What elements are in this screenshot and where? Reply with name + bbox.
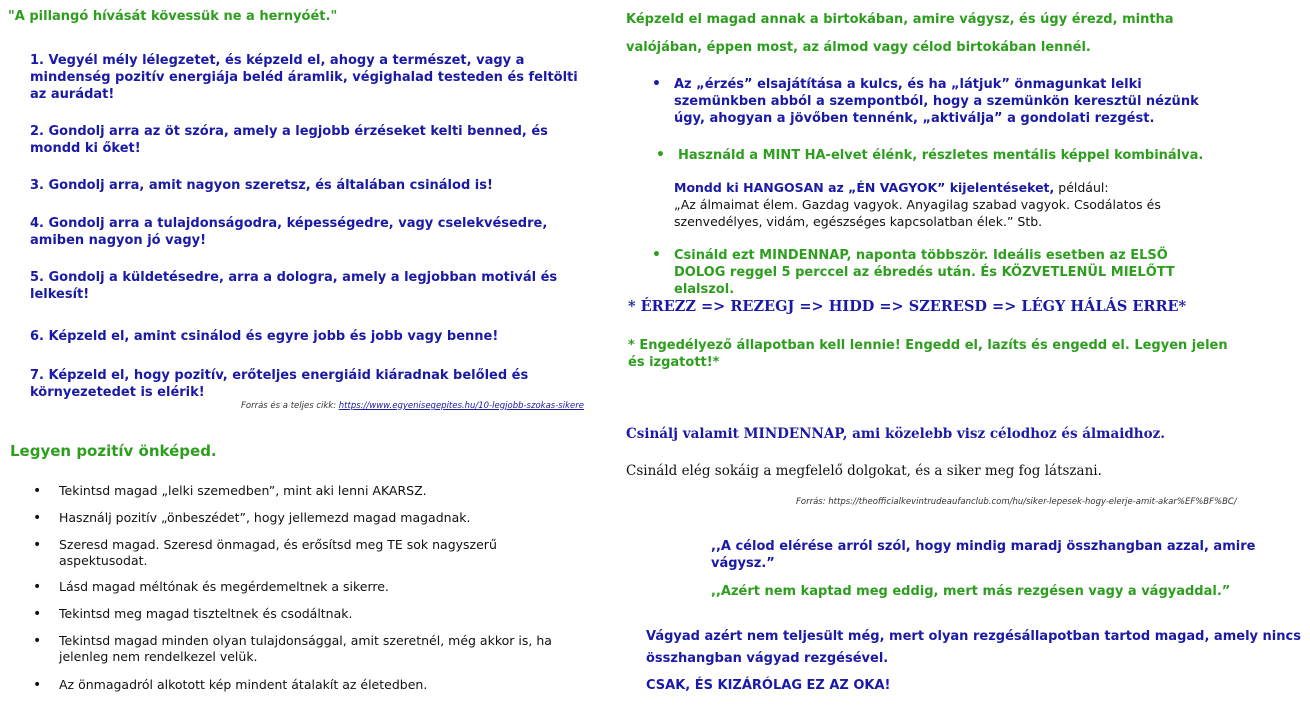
step-number: 5. [30, 270, 44, 285]
daily-action: Csinálj valamit MINDENNAP, ami közelebb visz célodhoz és álmaidhoz. [626, 426, 1165, 442]
bullet-feeling: • Az „érzés” elsajátítása a kulcs, és ha „látjuk” önmagunkat lelki szemünkben abból a szempontból, hogy a szemünkön keresztül nézünk úgy, ahogyan a jövőben tennénk, „aktiválja” a gondolati rezgést. [674, 76, 1214, 127]
bullet-daily: • Csináld ezt MINDENNAP, naponta többször. Ideális esetben az ELSŐ DOLOG reggel 5 perccel az ébredés után. És KÖZVETLENÜL MIELŐTT elalszol. [674, 247, 1214, 298]
step-text: Képzeld el, amint csinálod és egyre jobb és jobb vagy benne! [48, 329, 499, 344]
step-text: Gondolj a küldetésedre, arra a dologra, amely a legjobban motivál és lelkesít! [30, 270, 558, 302]
step-5 [30, 269, 580, 303]
quote-vibration: ,,Azért nem kaptad meg eddig, mert más rezgésen vagy a vágyaddal.” [711, 584, 1231, 599]
step-text: Gondolj arra az öt szóra, amely a legjobb érzéseket kelti benned, és mondd ki őket! [30, 124, 548, 156]
step-7 [30, 367, 550, 401]
only-reason: CSAK, ÉS KIZÁRÓLAG EZ AZ OKA! [646, 678, 891, 693]
bullet-item: • Használj pozitív „önbeszédet”, hogy jellemezd magad magadnak. [59, 510, 579, 526]
source2-line: Forrás: https://theofficialkevintrudeaufanclub.com/hu/siker-lepesek-hogy-elerje-amit-akar%EF%BF%BC/ [796, 497, 1237, 507]
step-text: Vegyél mély lélegzetet, és képzeld el, ahogy a természet, vagy a mindenség pozitív energiája beléd áramlik, végighalad testeden és feltölti az aurádat! [30, 53, 578, 102]
step-6 [30, 328, 580, 345]
quote-heading: "A pillangó hívását kövessük ne a hernyóét." [8, 9, 338, 24]
step-1 [30, 52, 580, 103]
bullet-item: • Tekintsd magad minden olyan tulajdonsággal, amit szeretnél, még akkor is, ha jelenleg nem rendelkezel velük. [59, 633, 590, 665]
say-aloud-bold: Mondd ki HANGOSAN az „ÉN VAGYOK” kijelentéseket, [674, 180, 1055, 195]
bullet-item: • Lásd magad méltónak és megérdemeltnek a sikerre. [59, 579, 579, 595]
step-number: 3. [30, 178, 44, 193]
allow-text: * Engedélyező állapotban kell lennie! Engedd el, lazíts és engedd el. Legyen jelen és izgatott!* [628, 338, 1228, 370]
step-text: Gondolj arra, amit nagyon szeretsz, és általában csinálod is! [48, 178, 493, 193]
step-3 [30, 177, 580, 194]
step-number: 4. [30, 216, 44, 231]
quote-goal: ,,A célod elérése arról szól, hogy mindig maradj összhangban azzal, amire vágysz.” [711, 539, 1256, 571]
say-aloud [674, 179, 1214, 196]
step-number: 6. [30, 329, 44, 344]
long-enough: Csináld elég sokáig a megfelelő dolgokat, és a siker meg fog látszani. [626, 463, 1102, 479]
step-4 [30, 215, 580, 249]
bullet-as-if: • Használd a MINT HA-elvet élénk, részletes mentális képpel kombinálva. [678, 147, 1218, 164]
say-aloud-example: „Az álmaimat élem. Gazdag vagyok. Anyagilag szabad vagyok. Csodálatos és szenvedélyes, vidám, egészséges kapcsolatban élek.” Stb. [674, 197, 1161, 229]
step-number: 2. [30, 124, 44, 139]
bullet-item: • Tekintsd meg magad tiszteltnek és csodáltnak. [59, 606, 579, 622]
step-number: 1. [30, 53, 44, 68]
bullet-item: • Tekintsd magad „lelki szemedben”, mint aki lenni AKARSZ. [59, 483, 579, 499]
bullet-item: • Szeresd magad. Szeresd önmagad, és erősítsd meg TE sok nagyszerű aspektusodat. [59, 537, 579, 569]
source-label: Forrás és a teljes cikk: [241, 401, 339, 411]
intro-text: Képzeld el magad annak a birtokában, amire vágysz, és úgy érezd, mintha valójában, éppen most, az álmod vagy célod birtokában lennél. [626, 12, 1174, 55]
reason-text: Vágyad azért nem teljesült még, mert olyan rezgésállapotban tartod magad, amely nincs összhangban vágyad rezgésével. [646, 629, 1301, 666]
source-line [241, 401, 590, 411]
step-2 [30, 123, 580, 157]
say-aloud-normal: például: [1054, 180, 1109, 195]
source-link[interactable]: https://www.egyenisegepites.hu/10-legjobb-szokas-sikere [338, 401, 584, 411]
formula-line: * ÉREZZ => REZEGJ => HIDD => SZERESD => LÉGY HÁLÁS ERRE* [628, 298, 1187, 315]
step-text: Képzeld el, hogy pozitív, erőteljes energiáid kiáradnak belőled és környezetedet is elérik! [30, 368, 529, 400]
step-number: 7. [30, 368, 44, 383]
self-image-heading: Legyen pozitív önképed. [10, 442, 217, 460]
bullet-item: • Az önmagadról alkotott kép mindent átalakít az életedben. [59, 677, 579, 693]
step-text: Gondolj arra a tulajdonságodra, képességedre, vagy cselekvésedre, amiben nagyon jó vagy! [30, 216, 548, 248]
